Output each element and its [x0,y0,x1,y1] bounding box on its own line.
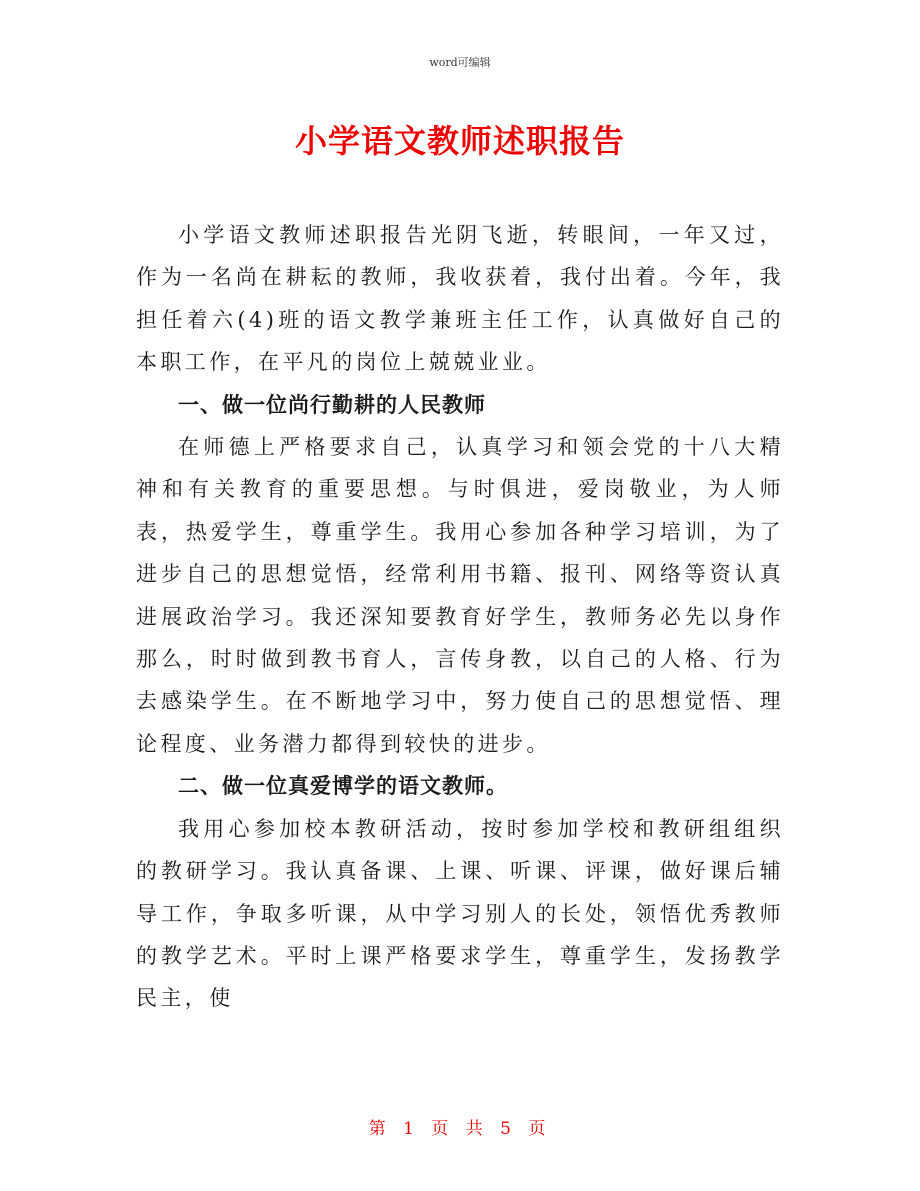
section-1-paragraph: 在师德上严格要求自己，认真学习和领会党的十八大精神和有关教育的重要思想。与时俱进，爱岗敬业，为人师表，热爱学生，尊重学生。我用心参加各种学习培训，为了进步自己的思想觉悟，经常利用书籍、报刊、网络等资认真进展政治学习。我还深知要教育好学生，教师务必先以身作那么，时时做到教书育人，言传身教，以自己的人格、行为去感染学生。在不断地学习中，努力使自己的思想觉悟、理论程度、业务潜力都得到较快的进步。 [136,435,784,756]
document-title: 小学语文教师述职报告 [294,122,625,160]
page-footer: 第 1 页 共 5 页 [368,1119,552,1139]
intro-paragraph: 小学语文教师述职报告光阴飞逝，转眼间，一年又过，作为一名尚在耕耘的教师，我收获着，我付出着。今年，我担任着六(4)班的语文教学兼班主任工作，认真做好自己的本职工作，在平凡的岗位上兢兢业业。 [136,223,784,375]
section-2-paragraph: 我用心参加校本教研活动，按时参加学校和教研组组织的教研学习。我认真备课、上课、听课、评课，做好课后辅导工作，争取多听课，从中学习别人的长处，领悟优秀教师的教学艺术。平时上课严格要求学生，尊重学生，发扬教学民主，使 [136,816,784,1011]
section-heading-1: 一、做一位尚行勤耕的人民教师 [178,392,486,417]
section-heading-2: 二、做一位真爱博学的语文教师。 [178,774,508,799]
document-body [136,214,784,1020]
header-note: word可编辑 [429,56,491,69]
